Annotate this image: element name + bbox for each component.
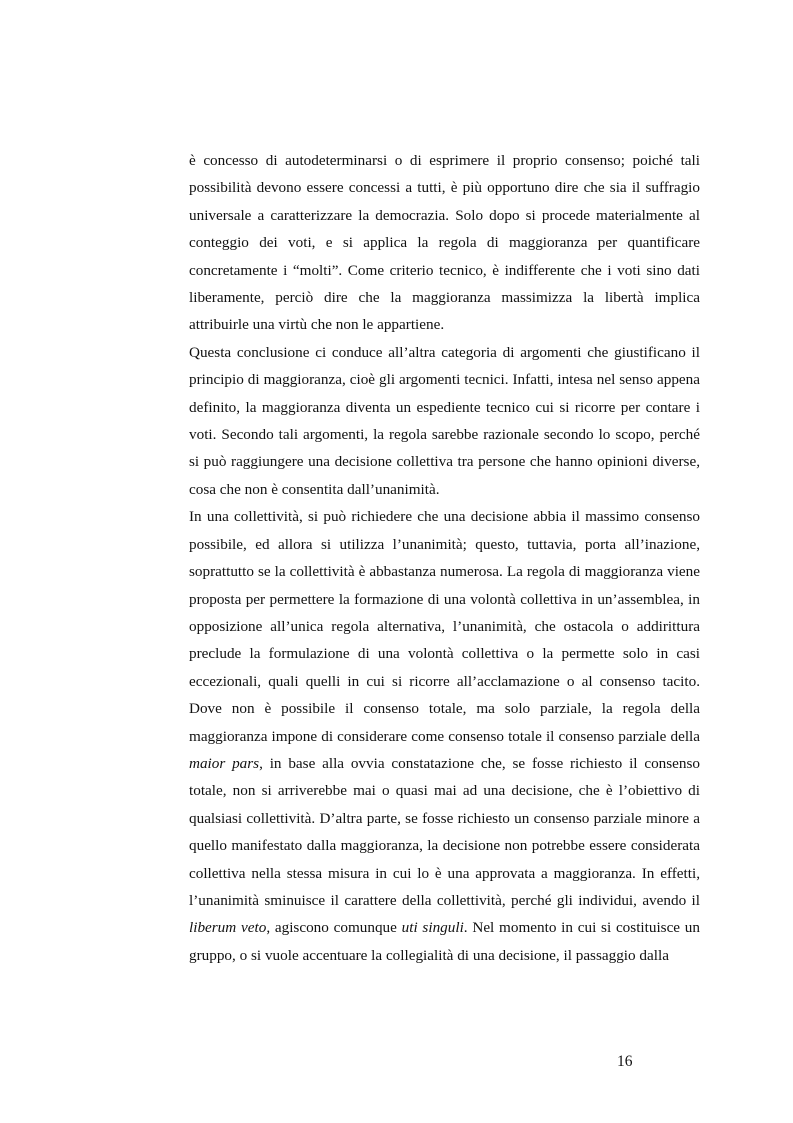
paragraph-3 xyxy=(189,503,700,969)
italic-uti-singuli: uti singuli xyxy=(401,919,464,937)
paragraph-3-text-a: In una collettività, si può richiedere che una decisione abbia il massimo consenso possibile, ed allora si utilizza l’unanimità; questo, tuttavia, porta all’inazione, soprattutto se la collettività è abbastanza numerosa. La regola di maggioranza viene proposta per permettere la formazione di una volontà collettiva in un’assemblea, in opposizione all’unica regola alternativa, l’unanimità, che ostacola o addirittura preclude la formulazione di una volontà collettiva o la permette solo in casi eccezionali, quali quelli in cui si ricorre all’acclamazione o al consenso tacito. Dove non è possibile il consenso totale, ma solo parziale, la regola della maggioranza impone di considerare come consenso totale il consenso parziale della xyxy=(189,508,700,745)
paragraph-1-text: è concesso di autodeterminarsi o di esprimere il proprio consenso; poiché tali possibilità devono essere concessi a tutti, è più opportuno dire che sia il suffragio universale a caratterizzare la democrazia. Solo dopo si procede materialmente al conteggio dei voti, e si applica la regola di maggioranza per quantificare concretamente i “molti”. Come criterio tecnico, è indifferente che i voti sino dati liberamente, perciò dire che la maggioranza massimizza la libertà implica attribuirle una virtù che non le appartiene. xyxy=(189,152,700,334)
body-text xyxy=(189,147,700,969)
paragraph-3-text-d: . Nel momento in cui si costituisce un gruppo, o si vuole accentuare la collegialità di una decisione, il passaggio dalla xyxy=(189,919,700,964)
paragraph-2 xyxy=(189,339,700,503)
paragraph-1 xyxy=(189,147,700,339)
paragraph-2-text: Questa conclusione ci conduce all’altra categoria di argomenti che giustificano il principio di maggioranza, cioè gli argomenti tecnici. Infatti, intesa nel senso appena definito, la maggioranza diventa un espediente tecnico cui si ricorre per contare i voti. Secondo tali argomenti, la regola sarebbe razionale secondo lo scopo, perché si può raggiungere una decisione collettiva tra persone che hanno opinioni diverse, cosa che non è consentita dall’unanimità. xyxy=(189,343,700,498)
italic-maior-pars: maior pars xyxy=(189,754,260,772)
page-number: 16 xyxy=(617,1053,633,1070)
paragraph-3-text-c: , agiscono comunque xyxy=(266,919,402,937)
paragraph-3-text-b: , in base alla ovvia constatazione che, se fosse richiesto il consenso totale, non si arriverebbe mai o quasi mai ad una decisione, che è l’obiettivo di qualsiasi collettività. D’altra parte, se fosse richiesto un consenso parziale minore a quello manifestato dalla maggioranza, la decisione non potrebbe essere considerata collettiva nella stessa misura in cui lo è una approvata a maggioranza. In effetti, l’unanimità sminuisce il carattere della collettività, perché gli individui, avendo il xyxy=(189,754,701,909)
italic-liberum-veto: liberum veto xyxy=(189,919,267,937)
